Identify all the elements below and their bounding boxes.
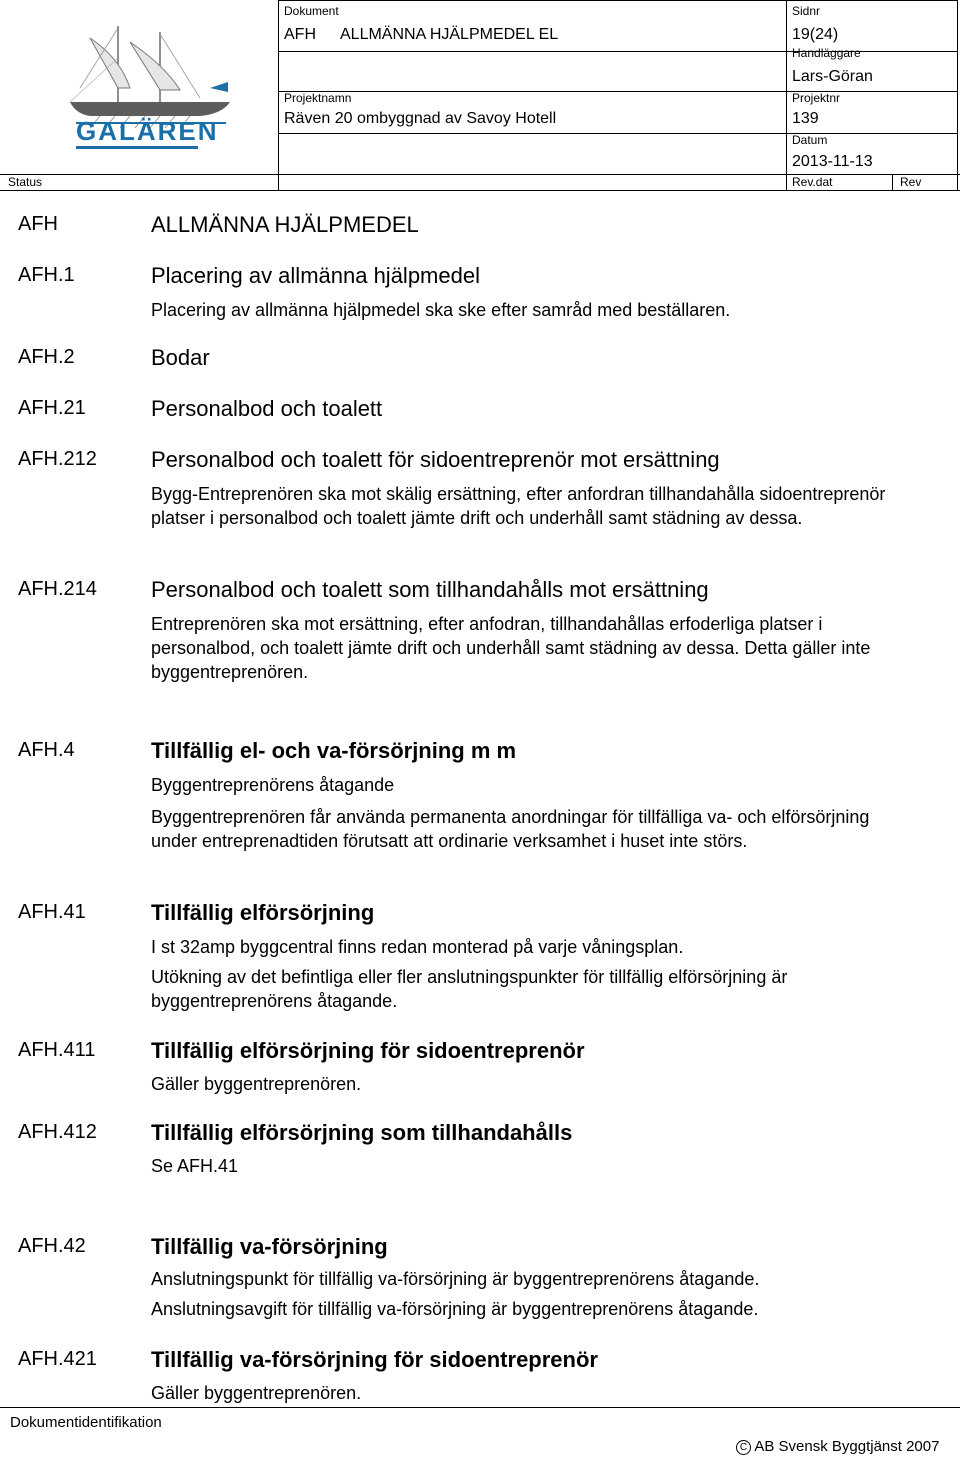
section-text: Bygg-Entreprenören ska mot skälig ersättning, efter anfordran tillhandahålla sidoentreprenör platser i personalbod och toalett jämte drift och underhåll samt städning av dessa. [151,484,886,528]
section-subheading: Byggentreprenörens åtagande [151,775,395,795]
header-border [957,0,958,190]
section-code: AFH.2 [18,346,75,368]
section-text: Utökning av det befintliga eller fler anslutningspunkter för tillfällig elförsörjning är byggentreprenörens åtagande. [151,967,788,1011]
footer-rule [0,1407,960,1408]
footer-doc-id: Dokumentidentifikation [10,1414,162,1431]
logo-wordmark: GALÄREN [76,116,219,146]
rev-label: Rev [900,175,922,189]
section-title: Personalbod och toalett [151,396,383,421]
section-text: Anslutningspunkt för tillfällig va-försörjning är byggentreprenörens åtagande. [151,1269,760,1289]
dokument-title: ALLMÄNNA HJÄLPMEDEL EL [340,26,559,43]
projektnamn-label: Projektnamn [284,91,352,105]
section-title: ALLMÄNNA HJÄLPMEDEL [151,212,419,237]
projektnamn-value: Räven 20 ombyggnad av Savoy Hotell [284,110,557,127]
projektnr-label: Projektnr [792,91,841,105]
section-text: Se AFH.41 [151,1156,239,1176]
status-label: Status [8,175,43,189]
header-rule [278,91,957,92]
header-divider [892,174,893,190]
section-title: Tillfällig va-försörjning för sidoentreprenör [151,1347,598,1372]
section-title: Tillfällig va-försörjning [151,1234,388,1259]
header-rule [278,133,957,134]
section-title: Personalbod och toalett för sidoentreprenör mot ersättning [151,447,720,472]
section-code: AFH.411 [18,1039,96,1061]
section-text: Anslutningsavgift för tillfällig va-försörjning är byggentreprenörens åtagande. [151,1299,759,1319]
section-code: AFH.42 [18,1235,86,1257]
section-text: Placering av allmänna hjälpmedel ska ske efter samråd med beställaren. [151,300,731,320]
section-text: Byggentreprenören får använda permanenta anordningar för tillfälliga va- och elförsörjning under entreprenadtiden förutsatt att ordinarie verksamhet i huset inte störs. [151,807,870,851]
section-code: AFH.412 [18,1121,97,1143]
datum-value: 2013-11-13 [792,153,873,170]
section-code: AFH.421 [18,1348,97,1370]
dokument-code: AFH [284,26,316,43]
handlaggare-value: Lars-Göran [792,68,873,85]
section-title: Placering av allmänna hjälpmedel [151,263,480,288]
sidnr-value: 19(24) [792,26,839,43]
section-text: Entreprenören ska mot ersättning, efter anfodran, tillhandahållas erfoderliga platser i personalbod, och toalett jämte drift och underhåll samt städning av dessa. Detta gäller inte byggentreprenören. [151,614,871,682]
section-text: I st 32amp byggcentral finns redan monterad på varje våningsplan. [151,937,684,957]
section-title: Tillfällig el- och va-försörjning m m [151,738,517,763]
section-code: AFH [18,213,58,235]
section-code: AFH.4 [18,739,75,761]
header-divider [786,0,787,190]
section-title: Tillfällig elförsörjning [151,900,375,925]
footer-copyright [736,1438,939,1455]
datum-label: Datum [792,133,828,147]
handlaggare-label: Handläggare [792,46,861,60]
section-code: AFH.21 [18,397,86,419]
header-rule [0,190,960,191]
projektnr-value: 139 [792,110,819,127]
section-text: Gäller byggentreprenören. [151,1074,362,1094]
section-code: AFH.214 [18,578,97,600]
dokument-label: Dokument [284,4,339,18]
section-code: AFH.1 [18,264,75,286]
section-title: Bodar [151,345,210,370]
sidnr-label: Sidnr [792,4,821,18]
section-title: Personalbod och toalett som tillhandahålls mot ersättning [151,577,709,602]
header-border [278,0,958,1]
header-divider [278,0,279,190]
revdat-label: Rev.dat [792,175,833,189]
section-text: Gäller byggentreprenören. [151,1383,362,1403]
logo-underline [76,146,198,149]
footer-copyright-text: AB Svensk Byggtjänst 2007 [754,1438,940,1455]
section-title: Tillfällig elförsörjning som tillhandahålls [151,1120,573,1145]
section-code: AFH.212 [18,448,97,470]
copyright-icon: C [736,1440,751,1455]
section-code: AFH.41 [18,901,86,923]
section-title: Tillfällig elförsörjning för sidoentreprenör [151,1038,585,1063]
